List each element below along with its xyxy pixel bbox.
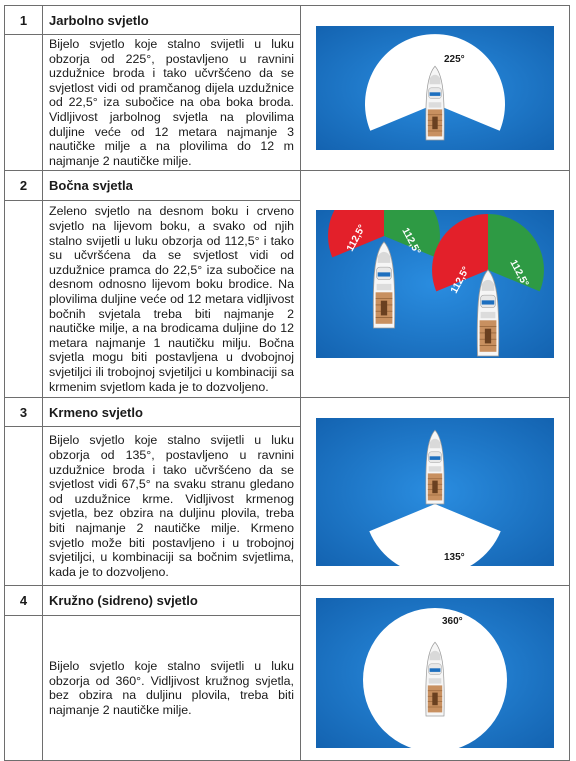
angle-label: 135° — [444, 551, 465, 563]
section-description: Bijelo svjetlo koje stalno svijetli u luku obzorja od 135°, postavljeno u ravnini uzdužnice broda i tako učvršćeno da se svjetlost vidi 67,5° na svaku stranu gledano od uzdužnice krme. Vidljivost krmenog svjetla, bez obzira na duljinu plovila, treba biti najmanje 2 nautičke milje. Krmeno svjetlo može biti postavljeno i u trobojnoj svjetiljci, u kombinaciji sa bočnim svjetlima, kada je to dozvoljeno. — [43, 427, 301, 586]
section-title: Krmeno svjetlo — [43, 398, 301, 427]
navigation-lights-table — [4, 5, 570, 761]
section-number: 1 — [5, 6, 43, 35]
section-title: Bočna svjetla — [43, 171, 301, 201]
section-title: Jarbolno svjetlo — [43, 6, 301, 35]
side-lights-diagram — [316, 210, 554, 358]
section-number: 3 — [5, 398, 43, 427]
section-number: 4 — [5, 586, 43, 616]
section-description: Bijelo svjetlo koje stalno svijetli u luku obzorja od 225°, postavljeno u ravnini uzdužnice broda i tako učvršćeno da se svjetlost vidi od pramčanog dijela uzdužnice od 22,5° iza subočice na oba boka broda. Vidljivost jarbolnog svjetla na plovilima duljine veće od 12 metara najmanje 3 nautičke milje a na plovilima do 12 m najmanje 2 nautičke milje. — [43, 35, 301, 171]
section-description: Bijelo svjetlo koje stalno svijetli u luku obzorja od 360°. Vidljivost kružnog svjetla, bez obzira na duljinu plovila, treba biti najmanje 2 nautičke milje. — [43, 616, 301, 761]
green-angle-label: 112,5° — [507, 258, 531, 289]
red-angle-label: 112,5° — [344, 223, 369, 254]
section-title: Kružno (sidreno) svjetlo — [43, 586, 301, 616]
green-angle-label: 112,5° — [399, 226, 423, 257]
masthead-light-diagram — [316, 26, 554, 150]
section-description: Zeleno svjetlo na desnom boku i crveno svjetlo na lijevom boku, a svako od njih stalno svijetli u luku obzorja od 112,5° i tako su učvršćena da se svjetlost vidi od uzdužnice pramca do 22,5° iza subočice na desnom odnosno lijevom boku brodice. Na plovilima duljine veće od 12 metara vidljivost bočnih svjetala treba biti najmanje 2 nautičke milje, a na brodicama duljine do 12 metara najmanje 1 nautičku milju. Bočna svjetla mogu biti postavljena u dvobojnoj svjetiljci ili trobojnoj svjetiljci u kombinaciji sa krmenim svjetlom kada je to dozvoljeno. — [43, 201, 301, 398]
red-angle-label: 112,5° — [448, 265, 473, 296]
section-number: 2 — [5, 171, 43, 201]
diagram-cell — [301, 171, 570, 398]
diagram-cell — [301, 586, 570, 761]
angle-label: 360° — [442, 616, 463, 628]
stern-light-diagram — [316, 418, 554, 566]
diagram-cell — [301, 6, 570, 171]
anchor-light-diagram — [316, 598, 554, 748]
diagram-cell — [301, 398, 570, 586]
angle-label: 225° — [444, 54, 465, 66]
